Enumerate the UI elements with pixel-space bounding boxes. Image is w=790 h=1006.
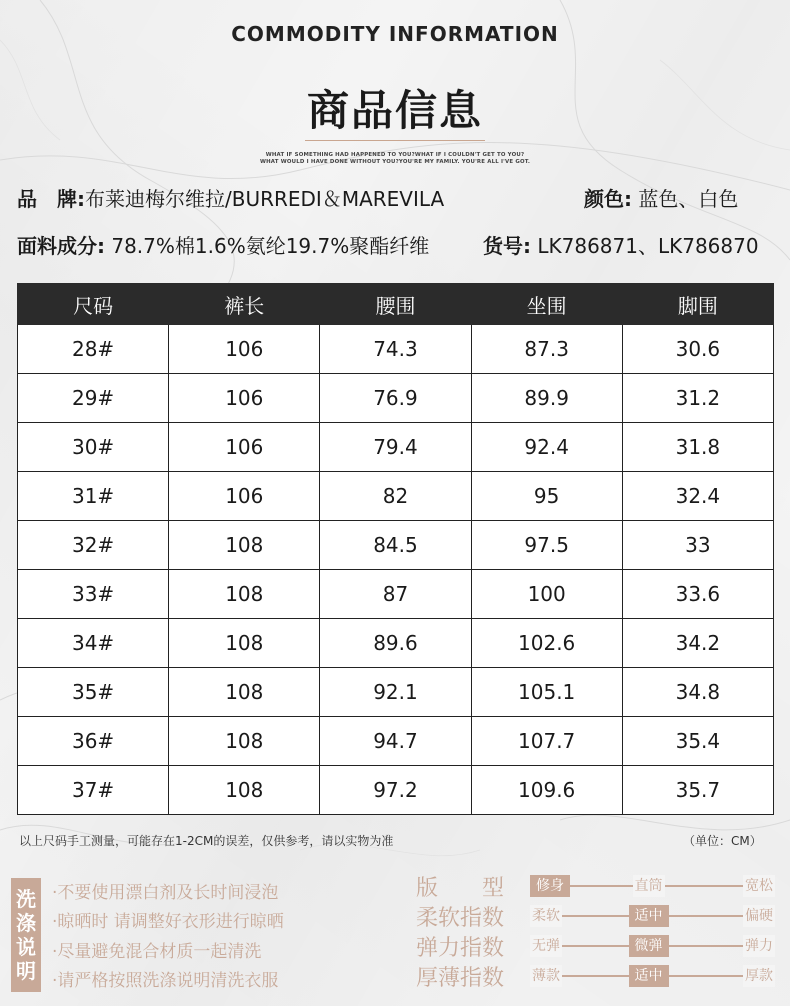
header-hip: 坐围 (471, 284, 622, 325)
cell-waist: 89.6 (320, 619, 471, 668)
fabric-info (17, 230, 429, 259)
cell-waist: 84.5 (320, 521, 471, 570)
cell-size: 36# (18, 717, 169, 766)
fabric-value: 78.7%棉1.6%氨纶19.7%聚酯纤维 (105, 234, 430, 258)
cell-hip: 92.4 (471, 423, 622, 472)
attribute-label: 版 型 (416, 876, 505, 901)
color-value: 蓝色、白色 (632, 187, 739, 211)
cell-length: 106 (169, 374, 320, 423)
header-waist: 腰围 (320, 284, 471, 325)
cell-hem: 34.8 (622, 668, 773, 717)
table-row (18, 521, 774, 570)
cell-hem: 31.2 (622, 374, 773, 423)
cell-hip: 95 (471, 472, 622, 521)
cell-hem: 32.4 (622, 472, 773, 521)
cell-length: 108 (169, 521, 320, 570)
scale-option: 厚款 (743, 965, 775, 987)
cell-size: 37# (18, 766, 169, 815)
color-label: 颜色: (584, 187, 632, 211)
cell-waist: 97.2 (320, 766, 471, 815)
scale-option: 柔软 (530, 905, 562, 927)
wash-title-char: 说 (16, 935, 36, 959)
scale-option: 无弹 (530, 935, 562, 957)
table-row (18, 423, 774, 472)
cell-size: 32# (18, 521, 169, 570)
scale-option-selected: 适中 (629, 965, 669, 987)
table-row (18, 766, 774, 815)
cell-size: 29# (18, 374, 169, 423)
attribute-scale (530, 875, 775, 897)
fabric-label: 面料成分: (17, 234, 105, 258)
cell-waist: 74.3 (320, 325, 471, 374)
cell-hip: 102.6 (471, 619, 622, 668)
cell-hem: 33 (622, 521, 773, 570)
title-chinese: 商品信息 (306, 86, 483, 135)
tagline-line-2: WHAT WOULD I HAVE DONE WITHOUT YOU?YOU'RE MY FAMILY. YOU'RE ALL I'VE GOT. (259, 159, 531, 165)
cell-hip: 105.1 (471, 668, 622, 717)
scale-option: 宽松 (743, 875, 775, 897)
tagline-line-1: WHAT IF SOMETHING HAD HAPPENED TO YOU?WHAT IF I COULDN'T GET TO YOU? (265, 152, 525, 158)
wash-instruction: ·尽量避免混合材质一起清洗 (52, 942, 262, 962)
cell-hip: 89.9 (471, 374, 622, 423)
table-row (18, 619, 774, 668)
size-table-header (18, 284, 774, 325)
header-size: 尺码 (18, 284, 169, 325)
cell-waist: 87 (320, 570, 471, 619)
wash-title-char: 明 (16, 959, 36, 983)
cell-length: 106 (169, 325, 320, 374)
scale-option: 薄款 (530, 965, 562, 987)
measurement-note: 以上尺码手工测量，可能存在1-2CM的误差，仅供参考，请以实物为准 (19, 834, 394, 848)
scale-option: 偏硬 (743, 905, 775, 927)
cell-waist: 82 (320, 472, 471, 521)
scale-option-selected: 微弹 (629, 935, 669, 957)
sku-value: LK786871、LK786870 (531, 234, 759, 258)
scale-option-selected: 适中 (629, 905, 669, 927)
attribute-scale (530, 935, 775, 957)
sku-label: 货号: (483, 234, 531, 258)
cell-length: 108 (169, 619, 320, 668)
cell-length: 108 (169, 668, 320, 717)
cell-hem: 34.2 (622, 619, 773, 668)
wash-title-char: 洗 (16, 887, 36, 911)
color-info (584, 183, 738, 212)
scale-option-selected: 修身 (530, 875, 570, 897)
title-english: COMMODITY INFORMATION (231, 22, 559, 46)
cell-hem: 30.6 (622, 325, 773, 374)
cell-waist: 94.7 (320, 717, 471, 766)
cell-waist: 92.1 (320, 668, 471, 717)
wash-title-box (11, 878, 41, 992)
cell-size: 30# (18, 423, 169, 472)
cell-hip: 107.7 (471, 717, 622, 766)
attribute-label: 弹力指数 (416, 936, 505, 961)
scale-option: 弹力 (743, 935, 775, 957)
table-row (18, 717, 774, 766)
cell-size: 28# (18, 325, 169, 374)
cell-size: 33# (18, 570, 169, 619)
cell-hem: 33.6 (622, 570, 773, 619)
cell-hip: 97.5 (471, 521, 622, 570)
brand-value: 布莱迪梅尔维拉/BURREDI＆MAREVILA (85, 187, 445, 211)
table-row (18, 668, 774, 717)
cell-size: 35# (18, 668, 169, 717)
attribute-scale (530, 905, 775, 927)
cell-length: 108 (169, 766, 320, 815)
wash-title-char: 涤 (16, 911, 36, 935)
wash-instruction: ·晾晒时 请调整好衣形进行晾晒 (52, 912, 284, 932)
wash-instruction: ·不要使用漂白剂及长时间浸泡 (52, 883, 279, 903)
table-row (18, 570, 774, 619)
unit-note: （单位：CM） (683, 834, 762, 848)
cell-hem: 35.7 (622, 766, 773, 815)
header-length: 裤长 (169, 284, 320, 325)
cell-size: 34# (18, 619, 169, 668)
brand-info (17, 183, 444, 212)
wash-instruction: ·请严格按照洗涤说明清洗衣服 (52, 971, 279, 991)
scale-option: 直筒 (633, 875, 665, 897)
title-divider (305, 140, 485, 141)
size-table (17, 283, 774, 815)
cell-hip: 109.6 (471, 766, 622, 815)
cell-waist: 76.9 (320, 374, 471, 423)
cell-length: 106 (169, 423, 320, 472)
cell-hip: 87.3 (471, 325, 622, 374)
cell-hem: 35.4 (622, 717, 773, 766)
header-hem: 脚围 (622, 284, 773, 325)
cell-length: 108 (169, 570, 320, 619)
attribute-label: 厚薄指数 (416, 966, 505, 991)
cell-length: 108 (169, 717, 320, 766)
cell-hem: 31.8 (622, 423, 773, 472)
table-row (18, 325, 774, 374)
attribute-label: 柔软指数 (416, 906, 505, 931)
cell-hip: 100 (471, 570, 622, 619)
cell-waist: 79.4 (320, 423, 471, 472)
brand-label: 品 牌: (17, 187, 85, 211)
table-row (18, 472, 774, 521)
attribute-scale (530, 965, 775, 987)
sku-info (483, 230, 759, 259)
cell-length: 106 (169, 472, 320, 521)
cell-size: 31# (18, 472, 169, 521)
table-row (18, 374, 774, 423)
